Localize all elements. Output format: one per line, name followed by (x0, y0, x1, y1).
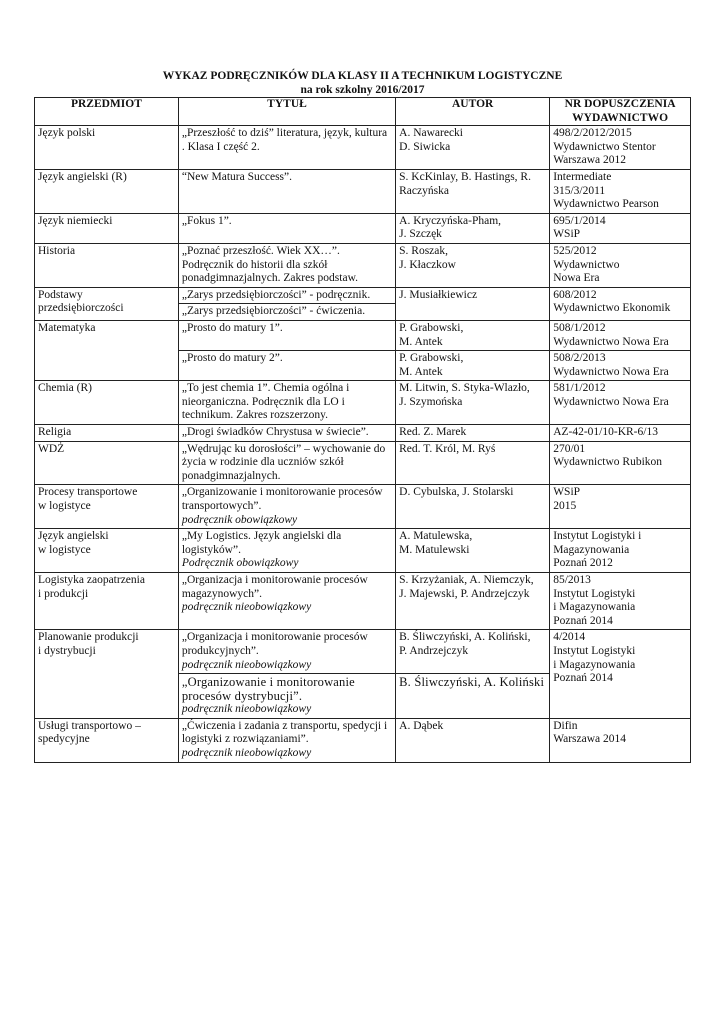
author-cell: M. Litwin, S. Styka-Wlazło, J. Szymońska (396, 381, 550, 425)
title-cell: „Zarys przedsiębiorczości” - podręcznik. (178, 287, 395, 304)
author-cell: B. Śliwczyński, A. Koliński, P. Andrzejczyk (396, 630, 550, 674)
author-cell: S. Roszak, J. Kłaczkow (396, 243, 550, 287)
textbook-note: podręcznik nieobowiązkowy (181, 601, 312, 614)
header-author: AUTOR (396, 98, 550, 126)
table-row (35, 320, 691, 350)
table-row (35, 213, 691, 243)
subject-cell: Język angielski (R) (35, 169, 179, 213)
title-cell: „Przeszłość to dziś” literatura, język, kultura . Klasa I część 2. (178, 126, 395, 170)
subject-cell: Procesy transportowe w logistyce (35, 485, 179, 529)
textbook-note: Podręcznik obowiązkowy (181, 557, 299, 570)
document-subtitle: na rok szkolny 2016/2017 (300, 84, 425, 96)
title-cell: „Prosto do matury 2”. (178, 351, 395, 381)
author-cell: P. Grabowski, M. Antek (396, 351, 550, 381)
nr-cell: 4/2014 Instytut Logistyki i Magazynowania Poznań 2014 (550, 630, 691, 718)
table-row (35, 485, 691, 529)
title-cell: „Organizacja i monitorowanie procesów magazynowych”. podręcznik nieobowiązkowy (178, 573, 395, 630)
nr-cell: Difin Warszawa 2014 (550, 718, 691, 762)
subject-cell: Matematyka (35, 320, 179, 380)
nr-cell: AZ-42-01/10-KR-6/13 (550, 425, 691, 442)
subject-cell: Język niemiecki (35, 213, 179, 243)
title-cell: „Ćwiczenia i zadania z transportu, spedycji i logistyki z rozwiązaniami”. podręcznik nieobowiązkowy (178, 718, 395, 762)
author-cell: A. Nawarecki D. Siwicka (396, 126, 550, 170)
table-row (35, 425, 691, 442)
nr-cell: Instytut Logistyki i Magazynowania Poznań 2012 (550, 529, 691, 573)
author-cell: J. Musiałkiewicz (396, 287, 550, 320)
author-cell: Red. Z. Marek (396, 425, 550, 442)
table-row (35, 630, 691, 674)
table-row (35, 169, 691, 213)
table-row (35, 441, 691, 485)
title-cell: „Organizowanie i monitorowanie procesów transportowych”. podręcznik obowiązkowy (178, 485, 395, 529)
nr-cell: 525/2012 Wydawnictwo Nowa Era (550, 243, 691, 287)
subject-cell: Język angielski w logistyce (35, 529, 179, 573)
title-cell: „My Logistics. Język angielski dla logistyków”. Podręcznik obowiązkowy (178, 529, 395, 573)
document-title: WYKAZ PODRĘCZNIKÓW DLA KLASY II A TECHNIKUM LOGISTYCZNE (162, 70, 563, 82)
title-cell: „Drogi świadków Chrystusa w świecie”. (178, 425, 395, 442)
nr-cell: 498/2/2012/2015 Wydawnictwo Stentor Warszawa 2012 (550, 126, 691, 170)
textbook-table (34, 97, 691, 763)
nr-cell: 508/1/2012 Wydawnictwo Nowa Era (550, 320, 691, 350)
textbook-note: podręcznik nieobowiązkowy (181, 703, 312, 716)
author-cell: B. Śliwczyński, A. Koliński (396, 674, 550, 719)
header-nr: NR DOPUSZCZENIA WYDAWNICTWO (550, 98, 691, 126)
title-cell: „Organizacja i monitorowanie procesów produkcyjnych”. podręcznik nieobowiązkowy (178, 630, 395, 674)
nr-cell: WSiP 2015 (550, 485, 691, 529)
author-cell: A. Matulewska, M. Matulewski (396, 529, 550, 573)
subject-cell: Chemia (R) (35, 381, 179, 425)
table-row (35, 243, 691, 287)
title-cell: “New Matura Success”. (178, 169, 395, 213)
title-cell: „Prosto do matury 1”. (178, 320, 395, 350)
author-cell: P. Grabowski, M. Antek (396, 320, 550, 350)
author-cell: Red. T. Król, M. Ryś (396, 441, 550, 485)
header-subject: PRZEDMIOT (35, 98, 179, 126)
nr-cell: 508/2/2013 Wydawnictwo Nowa Era (550, 351, 691, 381)
nr-cell: 581/1/2012 Wydawnictwo Nowa Era (550, 381, 691, 425)
textbook-note: podręcznik obowiązkowy (181, 513, 298, 526)
table-row (35, 718, 691, 762)
subject-cell: Logistyka zaopatrzenia i produkcji (35, 573, 179, 630)
table-row (35, 287, 691, 304)
title-cell: „To jest chemia 1”. Chemia ogólna i nieorganiczna. Podręcznik dla LO i technikum. Zakres rozszerzony. (178, 381, 395, 425)
nr-cell: Intermediate 315/3/2011 Wydawnictwo Pearson (550, 169, 691, 213)
table-row (35, 529, 691, 573)
textbook-note: podręcznik nieobowiązkowy (181, 746, 312, 759)
subject-cell: Usługi transportowo – spedycyjne (35, 718, 179, 762)
author-cell: S. KcKinlay, B. Hastings, R. Raczyńska (396, 169, 550, 213)
title-cell: „Fokus 1”. (178, 213, 395, 243)
table-row (35, 573, 691, 630)
header-title: TYTUŁ (178, 98, 395, 126)
table-row (35, 126, 691, 170)
title-cell: „Poznać przeszłość. Wiek XX…”. Podręcznik do historii dla szkół ponadgimnazjalnych. Zakres podstaw. (178, 243, 395, 287)
author-cell: A. Dąbek (396, 718, 550, 762)
textbook-note: podręcznik nieobowiązkowy (181, 658, 312, 671)
nr-cell: 608/2012 Wydawnictwo Ekonomik (550, 287, 691, 320)
subject-cell: Podstawy przedsiębiorczości (35, 287, 179, 320)
nr-cell: 695/1/2014 WSiP (550, 213, 691, 243)
subject-cell: Religia (35, 425, 179, 442)
title-cell: „Organizowanie i monitorowanie procesów dystrybucji”. podręcznik nieobowiązkowy (178, 674, 395, 719)
nr-cell: 270/01 Wydawnictwo Rubikon (550, 441, 691, 485)
author-cell: A. Kryczyńska-Pham, J. Szczęk (396, 213, 550, 243)
table-header-row (35, 98, 691, 126)
title-cell: „Zarys przedsiębiorczości” - ćwiczenia. (178, 304, 395, 321)
author-cell: S. Krzyżaniak, A. Niemczyk, J. Majewski, P. Andrzejczyk (396, 573, 550, 630)
table-row (35, 381, 691, 425)
subject-cell: Historia (35, 243, 179, 287)
subject-cell: WDŻ (35, 441, 179, 485)
title-cell: „Wędrując ku dorosłości” – wychowanie do życia w rodzinie dla uczniów szkół ponadgimnazjalnych. (178, 441, 395, 485)
subject-cell: Język polski (35, 126, 179, 170)
author-cell: D. Cybulska, J. Stolarski (396, 485, 550, 529)
subject-cell: Planowanie produkcji i dystrybucji (35, 630, 179, 718)
nr-cell: 85/2013 Instytut Logistyki i Magazynowania Poznań 2014 (550, 573, 691, 630)
